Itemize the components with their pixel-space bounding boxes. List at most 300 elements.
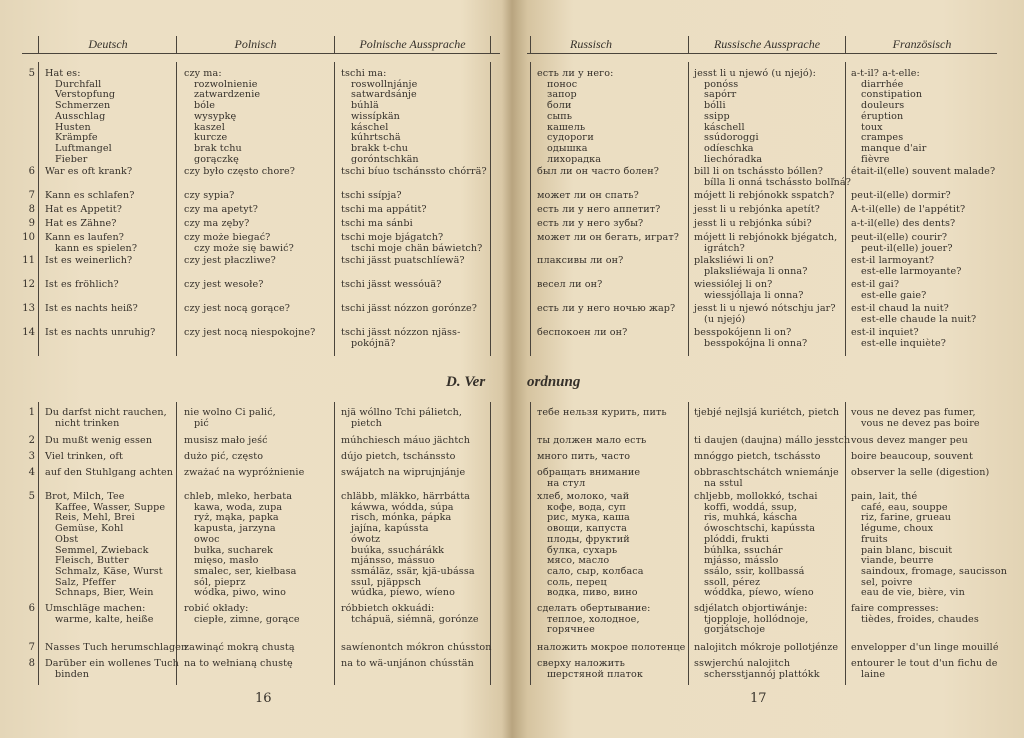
cell-line: tchápuä, siémnä, gorónze [351,613,479,625]
cell-line: nicht trinken [55,417,120,429]
cell-line: A-t-il(elle) de l'appétit? [851,204,966,215]
cell-line: хлеб, молоко, чай [537,491,630,502]
cell-line: obbraschtschátch wniemánje [694,467,839,478]
cell-line: wódka, piwo, wino [194,587,286,599]
cell-line: brak tchu [194,142,242,154]
cell-franzoesisch [851,219,955,230]
cell-line: wiessjóllaja li onna? [704,289,804,301]
row-number: 12 [22,279,35,290]
cell-line: bóle [194,100,216,112]
cell-line: café, eau, souppe [861,501,948,513]
cell-polnisch [184,167,295,178]
cell-deutsch [45,452,123,463]
cell-line: соль, перец [547,576,607,588]
cell-russisch-aussprache [694,604,808,636]
row-number: 5 [28,491,35,502]
cell-line: plaksliéwi li on? [694,255,774,266]
cell-line: одышка [547,142,588,154]
cell-line: czy ma: [184,68,222,79]
cell-line: шерстяной платок [547,668,643,680]
cell-line: Salz, Pfeffer [55,576,116,588]
cell-line: czy ma zęby? [184,218,250,229]
cell-russisch [537,205,660,216]
cell-line: судороги [547,132,594,144]
cell-line: boire beaucoup, souvent [851,451,973,462]
cell-line: Semmel, Zwieback [55,544,149,556]
cell-polnisch [184,256,276,267]
cell-line: czy jest wesołe? [184,279,264,290]
cell-line: ówotz [351,533,381,545]
cell-franzoesisch [851,492,1007,599]
cell-russisch-aussprache [694,492,818,599]
column-divider [38,36,39,53]
cell-polnisch [184,436,268,447]
cell-polnisch [184,452,263,463]
cell-line: odíeschka [704,142,754,154]
cell-polnisch-aussprache [341,468,465,479]
cell-franzoesisch [851,280,926,301]
cell-russisch-aussprache [694,304,836,325]
cell-polnisch-aussprache [341,643,492,654]
cell-line: douleurs [861,100,905,112]
cell-line: kaszel [194,121,225,133]
row-number: 9 [28,218,35,229]
cell-franzoesisch [851,304,976,325]
cell-line: Ausschlag [55,110,106,122]
cell-russisch [537,304,675,315]
cell-line: tschi ma appátit? [341,204,427,215]
row-number: 7 [28,190,35,201]
cell-line: eau de vie, bière, vin [861,587,965,599]
cell-franzoesisch [851,452,973,463]
cell-line: Du mußt wenig essen [45,435,153,446]
cell-line: kurcze [194,132,228,144]
cell-polnisch-aussprache [341,604,479,625]
cell-line: fièvre [861,153,890,165]
cell-line: Husten [55,121,91,133]
cell-polnisch [184,328,315,339]
cell-line: kawa, woda, zupa [194,501,283,513]
cell-line: mięso, masło [194,555,259,567]
cell-line: сыпь [547,110,573,122]
cell-line: ты должен мало есть [537,435,647,446]
cell-line: много пить, часто [537,451,631,462]
cell-line: na to wełnianą chustę [184,658,293,669]
cell-line: jesst li u rebjónka apetít? [694,204,820,215]
cell-polnisch [184,492,296,599]
cell-polnisch-aussprache [341,233,482,254]
cell-franzoesisch [851,468,989,479]
cell-russisch-aussprache [694,468,839,489]
cell-line: sdjélatch objortiwánje: [694,603,808,614]
cell-polnisch-aussprache [341,205,427,216]
cell-deutsch [45,436,152,447]
cell-russisch [537,436,646,447]
cell-line: brakk t-chu [351,142,409,154]
cell-line: peut-il(elle) dormir? [851,190,951,201]
cell-line: besspokójna li onna? [704,337,808,349]
cell-line: tjopploje, hollódnoje, [704,613,809,625]
cell-line: ssmáläz, ssär, kjä-ubássa [351,565,475,577]
cell-line: éruption [861,110,904,122]
cell-line: peut-il(elle) jouer? [861,242,953,254]
row-number: 8 [28,204,35,215]
cell-line: лихорадка [547,153,602,165]
cell-line: wysypkę [194,110,237,122]
cell-line: Fieber [55,153,88,165]
cell-line: dújo pietch, tschánssto [341,451,456,462]
cell-line: Schmalz, Käse, Wurst [55,565,163,577]
cell-line: toux [861,121,883,133]
cell-deutsch [45,167,132,178]
cell-russisch [537,219,643,230]
cell-line: mójett li rebjónokk bjégatch, [694,232,838,243]
cell-line: na to wä-unjánon chússtän [341,658,474,669]
cell-line: Ist es weinerlich? [45,255,133,266]
cell-line: ssálo, ssir, kollbassá [704,565,805,577]
cell-line: zawinąć mokrą chustą [184,642,295,653]
cell-line: булка, сухарь [547,544,618,556]
cell-line: ris, muhká, káscha [704,512,798,524]
cell-deutsch [45,659,179,680]
column-divider [334,62,335,356]
cell-line: a-t-il? a-t-elle: [851,68,920,79]
cell-line: czy jest nocą gorące? [184,303,290,314]
cell-line: bill li on tschássto bóllen? [694,166,824,177]
cell-franzoesisch [851,643,999,654]
cell-line: zważać na wypróżnienie [184,467,305,478]
cell-line: czy może biegać? [184,232,271,243]
cell-polnisch [184,69,260,165]
cell-line: káwwa, wódda, súpa [351,501,454,513]
cell-line: ti daujen (daujna) mállo jesstch [694,435,851,446]
cell-line: plaksliéwaja li onna? [704,265,808,277]
cell-line: водка, пиво, вино [547,587,638,599]
page-number-right: 17 [750,691,767,706]
row-number: 6 [28,603,35,614]
cell-line: viande, beurre [861,555,934,567]
cell-line: ssipp [704,110,730,122]
cell-polnisch [184,280,264,291]
cell-russisch [537,659,643,680]
column-divider [688,402,689,685]
cell-russisch [537,233,679,244]
cell-russisch-aussprache [694,436,850,447]
cell-line: ówoschtschi, kapússta [704,523,816,535]
cell-line: sawíenontch mókron chússton [341,642,492,653]
cell-deutsch [45,304,138,315]
cell-deutsch [45,643,187,654]
cell-polnisch-aussprache [341,304,477,315]
cell-line: овощи, капуста [547,523,627,535]
cell-line: мясо, масло [547,555,610,567]
cell-line: Hat es Appetit? [45,204,122,215]
cell-line: плоды, фруктий [547,533,630,545]
cell-russisch [537,468,640,489]
cell-line: risch, mónka, pápka [351,512,452,524]
cell-line: goróntschkän [351,153,419,165]
cell-line: Luftmangel [55,142,112,154]
cell-polnisch-aussprache [341,191,402,202]
cell-line: кашель [547,121,586,133]
cell-line: est-elle larmoyante? [861,265,962,277]
cell-russisch-aussprache [694,256,807,277]
column-divider [490,36,491,53]
cell-line: сделать обертывание: [537,603,651,614]
cell-line: кофе, вода, суп [547,501,626,513]
cell-russisch-aussprache [694,280,803,301]
cell-line: zatwardzenie [194,89,261,101]
cell-line: понос [547,78,578,90]
cell-line: ssúdoroggi [704,132,759,144]
column-divider [845,62,846,356]
cell-line: Viel trinken, oft [45,451,123,462]
cell-line: envelopper d'un linge mouillé [851,642,999,653]
row-number: 1 [28,407,35,418]
cell-russisch-aussprache [694,167,851,188]
cell-line: Hat es: [45,68,81,79]
cell-polnisch [184,408,276,429]
cell-line: Ist es nachts heiß? [45,303,138,314]
cell-line: mnóggo pietch, tschássto [694,451,821,462]
section-title-right: ordnung [527,374,581,390]
cell-line: na sstul [704,477,743,489]
cell-line: smalec, ser, kiełbasa [194,565,297,577]
column-divider [38,62,39,356]
cell-russisch-aussprache [694,328,807,349]
cell-line: jesst li u njewó nótschju jar? [694,303,836,314]
cell-line: Brot, Milch, Tee [45,491,125,502]
column-header-deutsch: Deutsch [88,37,128,51]
cell-russisch-aussprache [694,219,812,230]
cell-line: ssoll, pérez [704,576,761,588]
cell-line: besspokójenn li on? [694,327,792,338]
cell-line: buúka, ssuchárákk [351,544,445,556]
cell-line: chläbb, mläkko, härrbátta [341,491,470,502]
cell-polnisch [184,191,234,202]
row-number: 4 [28,467,35,478]
cell-line: kann es spielen? [55,242,138,254]
cell-line: wúdka, píewo, wíeno [351,587,455,599]
cell-deutsch [45,69,115,165]
cell-russisch-aussprache [694,643,838,654]
cell-line: était-il(elle) souvent malade? [851,166,996,177]
cell-line: sswjerchú nalojitch [694,658,791,669]
cell-line: Kann es schlafen? [45,190,135,201]
cell-line: czy było często chore? [184,166,296,177]
cell-deutsch [45,328,155,339]
page-number-left: 16 [255,691,272,706]
cell-line: njä wóllno Tchi pálietch, [341,407,463,418]
cell-line: tschi moje chän báwietch? [351,242,483,254]
cell-line: Reis, Mehl, Brei [55,512,135,524]
cell-line: tschi moje bjágatch? [341,232,444,243]
cell-deutsch [45,256,132,267]
cell-line: robić okłady: [184,603,249,614]
cell-line: swájatch na wiprujnjánje [341,467,466,478]
cell-polnisch-aussprache [341,659,474,670]
cell-line: есть ли у него: [537,68,614,79]
cell-franzoesisch [851,167,995,178]
row-number: 6 [28,166,35,177]
cell-franzoesisch [851,69,926,165]
cell-franzoesisch [851,256,961,277]
cell-polnisch-aussprache [341,408,462,429]
cell-deutsch [45,233,137,254]
cell-line: koffi, woddá, ssup, [704,501,798,513]
cell-deutsch [45,191,134,202]
cell-russisch [537,328,627,339]
cell-line: наложить мокрое полотенце [537,642,686,653]
row-number: 11 [22,255,35,266]
cell-line: Krämpfe [55,132,98,144]
cell-polnisch-aussprache [341,492,475,599]
column-header-polnische-aussprache: Polnische Aussprache [359,37,466,51]
cell-line: Schmerzen [55,100,111,112]
cell-line: rozwolnienie [194,78,258,90]
cell-line: vous devez manger peu [851,435,968,446]
cell-line: jesst li u njewó (u njejó): [694,68,816,79]
cell-russisch [537,492,644,599]
cell-polnisch-aussprache [341,452,456,463]
cell-deutsch [45,468,173,479]
cell-line: owoc [194,533,220,545]
cell-line: czy jest płaczliwe? [184,255,276,266]
cell-line: est-il inquiet? [851,327,919,338]
column-header-polnisch: Polnisch [234,37,277,51]
cell-line: tschi jässt nózzon njäss- [341,327,461,338]
cell-line: kapusta, jarzyna [194,523,276,535]
cell-russisch [537,167,659,178]
column-divider [38,402,39,685]
cell-russisch [537,452,630,463]
cell-line: vous ne devez pas fumer, [851,407,976,418]
cell-line: légume, choux [861,523,934,535]
cell-line: на стул [547,477,586,489]
cell-line: Kann es laufen? [45,232,124,243]
cell-line: Hat es Zähne? [45,218,117,229]
cell-line: czy jest nocą niespokojne? [184,327,316,338]
cell-line: есть ли у него зубы? [537,218,644,229]
cell-line: горячнее [547,624,595,636]
cell-line: боли [547,100,572,112]
cell-line: tschi jässt wessóuä? [341,279,442,290]
cell-line: dużo pić, często [184,451,264,462]
cell-line: тебе нельзя курить, пить [537,407,667,418]
cell-line: plóddi, frukti [704,533,769,545]
cell-line: warme, kalte, heiße [55,613,154,625]
cell-line: Ist es nachts unruhig? [45,327,156,338]
cell-line: wissípkän [351,110,400,122]
cell-line: chljebb, mollokkó, tschai [694,491,818,502]
cell-line: сало, сыр, колбаса [547,565,644,577]
column-divider [490,62,491,356]
cell-line: Fleisch, Butter [55,555,129,567]
row-number: 2 [28,435,35,446]
cell-line: laine [861,668,886,680]
cell-line: Nasses Tuch herumschlagen [45,642,188,653]
cell-line: riz, farine, grueau [861,512,952,524]
cell-line: crampes [861,132,904,144]
cell-line: búhlä [351,100,379,112]
cell-deutsch [45,492,165,599]
row-number: 13 [22,303,35,314]
row-number: 8 [28,658,35,669]
row-number: 10 [22,232,35,243]
cell-line: faire compresses: [851,603,939,614]
cell-line: schersstjannój plattókk [704,668,820,680]
cell-line: tschi ma: [341,68,387,79]
cell-polnisch-aussprache [341,219,413,230]
cell-line: Ist es fröhlich? [45,279,119,290]
row-number: 14 [22,327,35,338]
row-number: 5 [28,68,35,79]
cell-russisch-aussprache [694,408,839,419]
cell-line: tschi ssípja? [341,190,402,201]
cell-line: bílla li onná tschássto bolľná? [704,176,851,188]
cell-line: czy może się bawić? [194,242,294,254]
cell-polnisch [184,219,249,230]
cell-line: весел ли он? [537,279,603,290]
cell-line: est-il larmoyant? [851,255,935,266]
cell-line: плаксивы ли он? [537,255,624,266]
cell-russisch-aussprache [694,205,820,216]
cell-line: gorjátschoje [704,624,766,636]
cell-line: может ли он спать? [537,190,639,201]
column-divider [334,402,335,685]
cell-line: pain blanc, biscuit [861,544,953,556]
cell-line: est-il gai? [851,279,900,290]
cell-polnisch [184,233,294,254]
cell-line: Kaffee, Wasser, Suppe [55,501,166,513]
cell-polnisch [184,205,258,216]
cell-line: tièdes, froides, chaudes [861,613,979,625]
cell-russisch-aussprache [694,452,820,463]
cell-line: róbbietch okkuádi: [341,603,435,614]
cell-line: jajína, kapússta [351,523,429,535]
header-rule-left [22,53,500,54]
cell-deutsch [45,604,154,625]
cell-line: czy ma apetyt? [184,204,258,215]
cell-russisch [537,69,613,165]
cell-line: сверху наложить [537,658,625,669]
cell-line: pokójnä? [351,337,396,349]
cell-line: рис, мука, каша [547,512,630,524]
cell-line: káschel [351,121,389,133]
cell-franzoesisch [851,328,946,349]
cell-line: nie wolno Ci palić, [184,407,276,418]
cell-russisch [537,604,651,636]
cell-line: auf den Stuhlgang achten [45,467,174,478]
cell-polnisch-aussprache [341,256,465,267]
cell-franzoesisch [851,436,968,447]
cell-line: ponóss [704,78,739,90]
cell-polnisch [184,304,290,315]
column-header-franzoesisch: Französisch [892,37,952,51]
cell-line: может ли он бегать, играт? [537,232,680,243]
cell-line: Durchfall [55,78,102,90]
cell-line: mjásso, másslo [704,555,779,567]
cell-line: pain, lait, thé [851,491,918,502]
cell-line: Du darfst nicht rauchen, [45,407,167,418]
cell-line: musisz mało jeść [184,435,268,446]
cell-line: tschi jässt puatschlíewä? [341,255,465,266]
cell-franzoesisch [851,604,979,625]
cell-line: mójett li rebjónokk sspatch? [694,190,835,201]
cell-line: kúhrtschä [351,132,401,144]
cell-line: a-t-il(elle) des dents? [851,218,956,229]
cell-line: sól, pieprz [194,576,246,588]
